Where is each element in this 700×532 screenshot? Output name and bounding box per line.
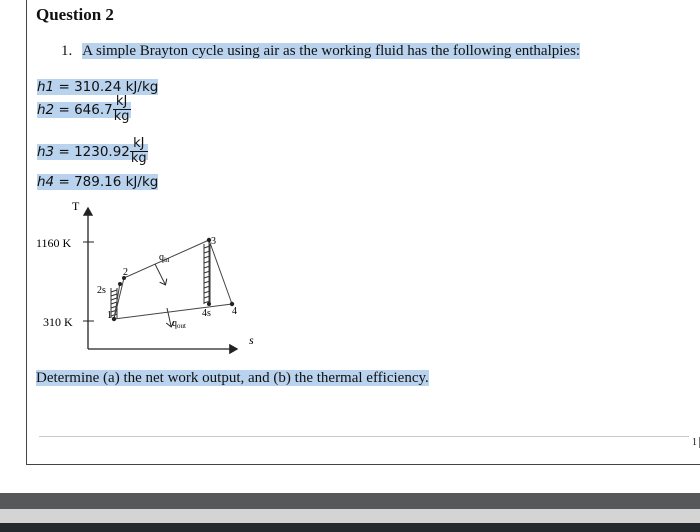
s-axis-label: s: [249, 333, 254, 347]
q-out-label: $q_{out}$: [172, 318, 186, 330]
q-in-label: $q_{in}$: [159, 252, 170, 264]
point-3-label: 3: [211, 236, 216, 247]
h2-value: 646.7: [74, 101, 113, 118]
t-axis-label: T: [72, 199, 80, 213]
h2-variable: h2: [37, 101, 55, 118]
point-2s-label: 2s: [97, 285, 106, 296]
equation-h3: h3 = 1230.92 $\frac{kJ}{kg}$: [37, 136, 147, 166]
question-statement: [61, 43, 580, 60]
ts-diagram: [27, 196, 287, 366]
point-4s-label: 4s: [202, 308, 211, 319]
equation-h4: h4 = 789.16 kJ/kg: [37, 174, 159, 190]
question-number: 1.: [61, 43, 73, 59]
q-out-arrow: [167, 308, 171, 326]
page-number: 1: [692, 437, 700, 448]
h4-value: 789.16 kJ/kg: [74, 174, 159, 190]
h3-value: 1230.92: [74, 143, 130, 160]
cycle-path: [114, 240, 232, 319]
point-1: [112, 317, 116, 321]
tick-label-low: 310 K: [43, 315, 73, 329]
h2-unit-fraction: $\frac{kJ}{kg}$: [113, 94, 130, 124]
h1-variable: h1: [37, 79, 55, 95]
q-in-arrow: [155, 264, 165, 284]
equation-h1: h1 = 310.24 kJ/kg: [37, 79, 159, 95]
point-4s: [207, 302, 211, 306]
viewer-bottom-band: [0, 523, 700, 532]
point-2s: [118, 282, 122, 286]
h1-value: 310.24 kJ/kg: [74, 79, 159, 95]
point-4-label: 4: [232, 306, 237, 317]
point-2-label: 2: [123, 267, 128, 278]
h4-variable: h4: [37, 174, 55, 190]
h3-variable: h3: [37, 143, 55, 160]
footer-rule: [39, 436, 689, 437]
document-page: [26, 0, 700, 465]
equation-h2: h2 = 646.7 $\frac{kJ}{kg}$: [37, 94, 130, 124]
determine-statement: Determine (a) the net work output, and (b) the thermal efficiency.: [36, 370, 429, 386]
tick-label-high: 1160 K: [36, 236, 72, 250]
viewer-separator-band: [0, 509, 700, 523]
point-1-label: 1: [107, 310, 112, 321]
viewer-toolbar-band: [0, 493, 700, 509]
h3-unit-fraction: $\frac{kJ}{kg}$: [130, 136, 147, 166]
question-title: Question 2: [36, 5, 114, 24]
question-text: A simple Brayton cycle using air as the working fluid has the following enthalpies:: [82, 43, 581, 59]
